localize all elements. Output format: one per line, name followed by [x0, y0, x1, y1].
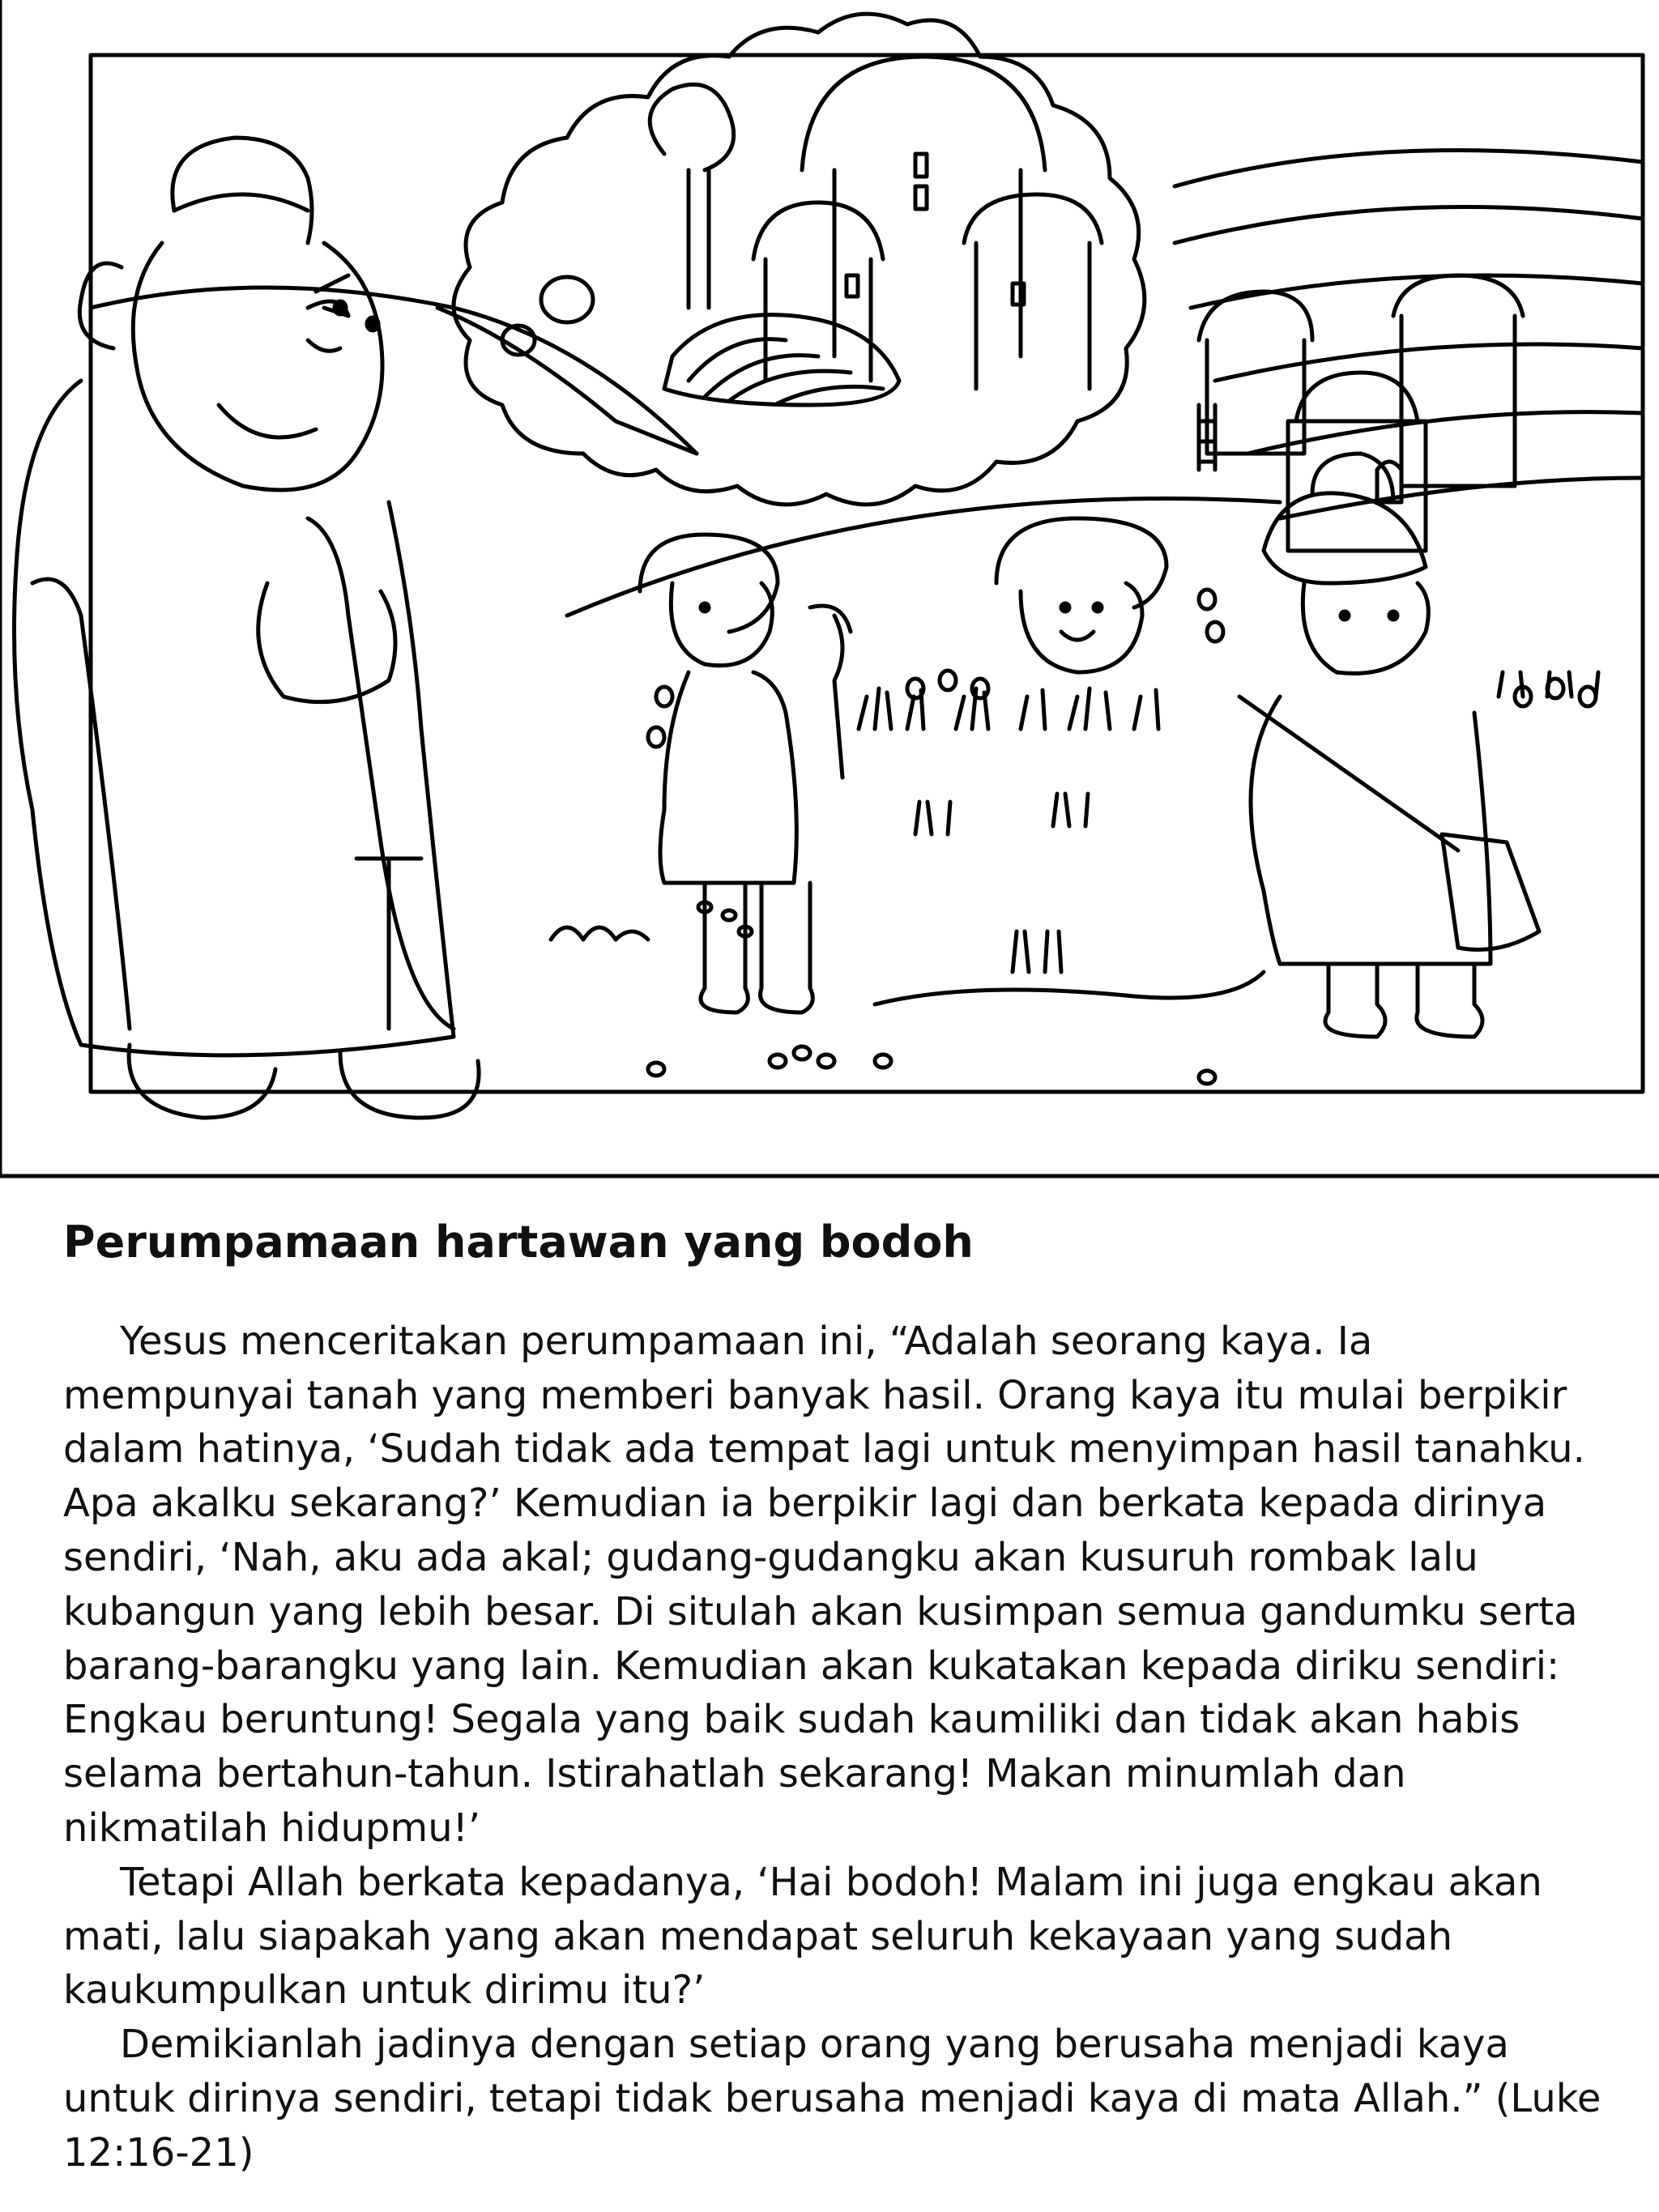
story-paragraph: Tetapi Allah berkata kepadanya, ‘Hai bodoh! Malam ini juga engkau akan mati, lalu siapakah yang akan mendapat seluruh kekayaan yang sudah kaukumpulkan untuk dirimu itu?’ [63, 1859, 1542, 2014]
story-body [63, 1315, 1602, 2180]
story-text [63, 1199, 1602, 2180]
girl-worker-drawing [640, 535, 851, 1012]
thought-cloud-drawing [454, 14, 1145, 505]
rich-man-drawing [15, 138, 480, 1118]
man-worker-drawing [1239, 454, 1539, 1037]
page-title: Perumpamaan hartawan yang bodoh [63, 1217, 974, 1268]
story-paragraph: Demikianlah jadinya dengan setiap orang yang berusaha menjadi kaya untuk dirinya sendiri, tetapi tidak berusaha menjadi kaya di mata Allah.” (Luke 12:16-21) [63, 2022, 1601, 2176]
boy-worker-drawing [996, 518, 1166, 672]
barns-drawing [1199, 275, 1523, 551]
story-paragraph: Yesus menceritakan perumpamaan ini, “Adalah seorang kaya. Ia mempunyai tanah yang memberi banyak hasil. Orang kaya itu mulai berpikir dalam hatinya, ‘Sudah tidak ada tempat lagi untuk menyimpan hasil tanahku. Apa akalku sekarang?’ Kemudian ia berpikir lagi dan berkata kepada dirinya sendiri, ‘Nah, aku ada akal; gudang-gudangku akan kusuruh rombak lalu kubangun yang lebih besar. Di situlah akan kusimpan semua gandumku serta barang-barangku yang lain. Kemudian akan kukatakan kepada diriku sendiri: Engkau beruntung! Segala yang baik sudah kaumiliki dan tidak akan habis selama bertahun-tahun. Istirahatlah sekarang! Makan minumlah dan nikmatilah hidupmu!’ [63, 1318, 1585, 1851]
